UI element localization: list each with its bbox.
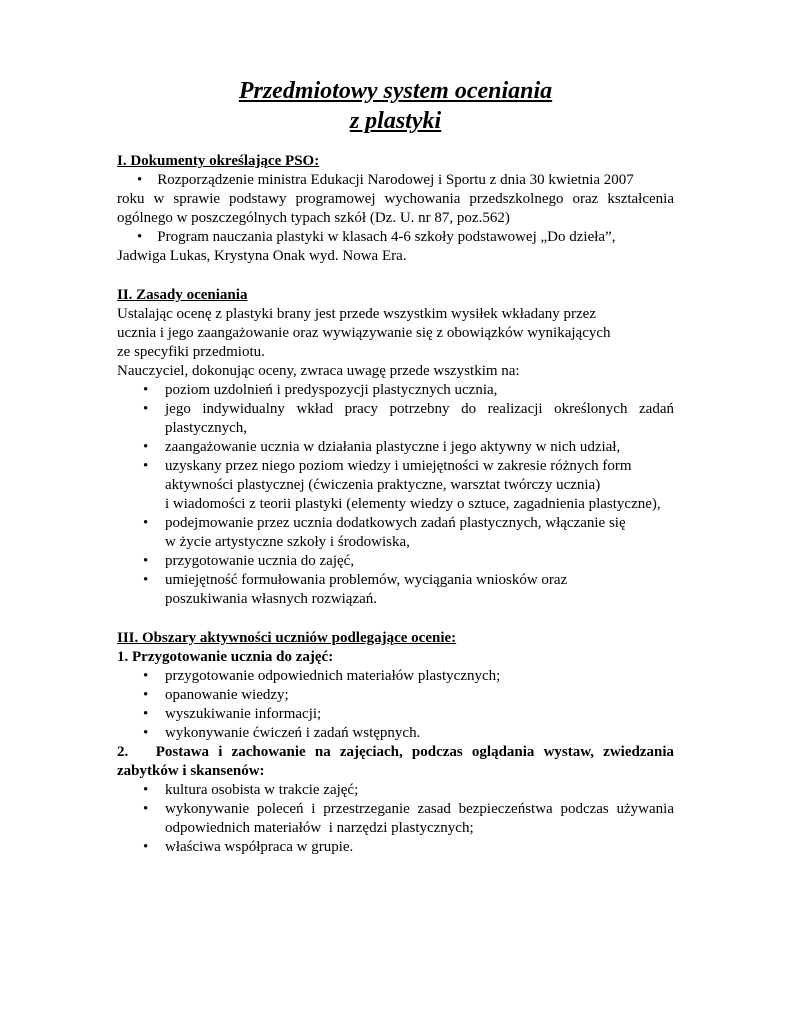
bullet-icon: • xyxy=(143,687,149,703)
bullet-icon: • xyxy=(143,553,149,569)
section-1-heading: I. Dokumenty określające PSO: xyxy=(117,153,320,169)
section-2-intro-line-2: ucznia i jego zaangażowanie oraz wywiązywanie się z obowiązków wynikających xyxy=(117,325,611,341)
list-item xyxy=(117,400,674,438)
list-item-text: opanowanie wiedzy; xyxy=(165,687,289,703)
section-2-intro-line-1: Ustalając ocenę z plastyki brany jest przede wszystkim wysiłek wkładany przez xyxy=(117,306,596,322)
section-3-sub-2-list xyxy=(117,781,678,857)
bullet-icon: • xyxy=(137,172,143,188)
list-item xyxy=(117,705,674,724)
document-title: Przedmiotowy system oceniania xyxy=(238,78,553,104)
list-item xyxy=(117,514,674,552)
section-2-list xyxy=(117,381,674,609)
bullet-icon: • xyxy=(143,572,149,588)
bullet-icon: • xyxy=(143,382,149,398)
section-1-item-2-text: Program nauczania plastyki w klasach 4-6 szkoły podstawowej „Do dzieła”, xyxy=(157,229,616,245)
list-item-text: przygotowanie odpowiednich materiałów plastycznych; xyxy=(165,668,501,684)
list-item xyxy=(117,800,678,838)
section-activity-areas xyxy=(117,629,678,857)
list-item xyxy=(117,438,674,457)
section-2-intro-line-3: ze specyfiki przedmiotu. xyxy=(117,344,265,360)
list-item xyxy=(117,381,674,400)
section-3-sub-2-heading: 2. Postawa i zachowanie na zajęciach, podczas oglądania wystaw, zwiedzania zabytków i skansenów: xyxy=(117,744,678,779)
list-item xyxy=(117,667,674,686)
bullet-icon: • xyxy=(143,401,149,417)
list-item-text: właściwa współpraca w grupie. xyxy=(165,839,354,855)
list-item-text: kultura osobista w trakcie zajęć; xyxy=(165,782,359,798)
bullet-icon: • xyxy=(143,725,149,741)
section-3-sub-1-heading: 1. Przygotowanie ucznia do zajęć: xyxy=(117,649,334,665)
section-1-item-1-first-line xyxy=(117,171,674,190)
list-item xyxy=(117,781,674,800)
list-item xyxy=(117,724,674,743)
list-item-text: uzyskany przez niego poziom wiedzy i umiejętności w zakresie różnych form aktywności plastycznej (ćwiczenia praktyczne, warsztat twórczy ucznia) i wiadomości z teorii plastyki (elementy wiedzy o sztuce, zagadnienia plastyczne), xyxy=(165,458,661,512)
list-item-text: jego indywidualny wkład pracy potrzebny do realizacji określonych zadań plastycznych, xyxy=(165,401,674,436)
section-1-item-1-text: Rozporządzenie ministra Edukacji Narodowej i Sportu z dnia 30 kwietnia 2007 xyxy=(157,172,634,188)
title-block xyxy=(117,76,674,136)
list-item-text: wykonywanie poleceń i przestrzeganie zasad bezpieczeństwa podczas używania odpowiednich materiałów i narzędzi plastycznych; xyxy=(165,801,678,836)
section-2-heading: II. Zasady oceniania xyxy=(117,287,248,303)
list-item xyxy=(117,457,674,514)
section-grading-rules xyxy=(117,286,674,609)
list-item-text: wyszukiwanie informacji; xyxy=(165,706,322,722)
section-1-item-1 xyxy=(117,171,674,228)
bullet-icon: • xyxy=(143,458,149,474)
section-3-heading: III. Obszary aktywności uczniów podlegające ocenie: xyxy=(117,630,457,646)
list-item-text: wykonywanie ćwiczeń i zadań wstępnych. xyxy=(165,725,421,741)
section-1-item-2-first-line xyxy=(117,228,674,247)
section-documents xyxy=(117,152,674,266)
list-item-text: podejmowanie przez ucznia dodatkowych zadań plastycznych, włączanie się w życie artystyczne szkoły i środowiska, xyxy=(165,515,626,550)
bullet-icon: • xyxy=(143,782,149,798)
section-1-item-2-continuation: Jadwiga Lukas, Krystyna Onak wyd. Nowa Era. xyxy=(117,248,407,264)
list-item-text: przygotowanie ucznia do zajęć, xyxy=(165,553,355,569)
section-1-item-2 xyxy=(117,228,674,266)
list-item-text: poziom uzdolnień i predyspozycji plastycznych ucznia, xyxy=(165,382,498,398)
section-1-item-1-continuation: roku w sprawie podstawy programowej wychowania przedszkolnego oraz kształcenia ogólnego w poszczególnych typach szkół (Dz. U. nr 87, poz.562) xyxy=(117,191,674,226)
list-item xyxy=(117,686,674,705)
list-item-text: zaangażowanie ucznia w działania plastyczne i jego aktywny w nich udział, xyxy=(165,439,621,455)
section-2-intro-line-4: Nauczyciel, dokonując oceny, zwraca uwagę przede wszystkim na: xyxy=(117,363,520,379)
bullet-icon: • xyxy=(137,229,143,245)
bullet-icon: • xyxy=(143,839,149,855)
bullet-icon: • xyxy=(143,515,149,531)
list-item xyxy=(117,571,674,609)
list-item xyxy=(117,838,674,857)
list-item xyxy=(117,552,674,571)
document-subtitle: z plastyki xyxy=(349,108,442,134)
section-3-sub-1-list xyxy=(117,667,674,743)
bullet-icon: • xyxy=(143,668,149,684)
bullet-icon: • xyxy=(143,706,149,722)
bullet-icon: • xyxy=(143,801,149,817)
bullet-icon: • xyxy=(143,439,149,455)
list-item-text: umiejętność formułowania problemów, wyciągania wniosków oraz poszukiwania własnych rozwiązań. xyxy=(165,572,568,607)
